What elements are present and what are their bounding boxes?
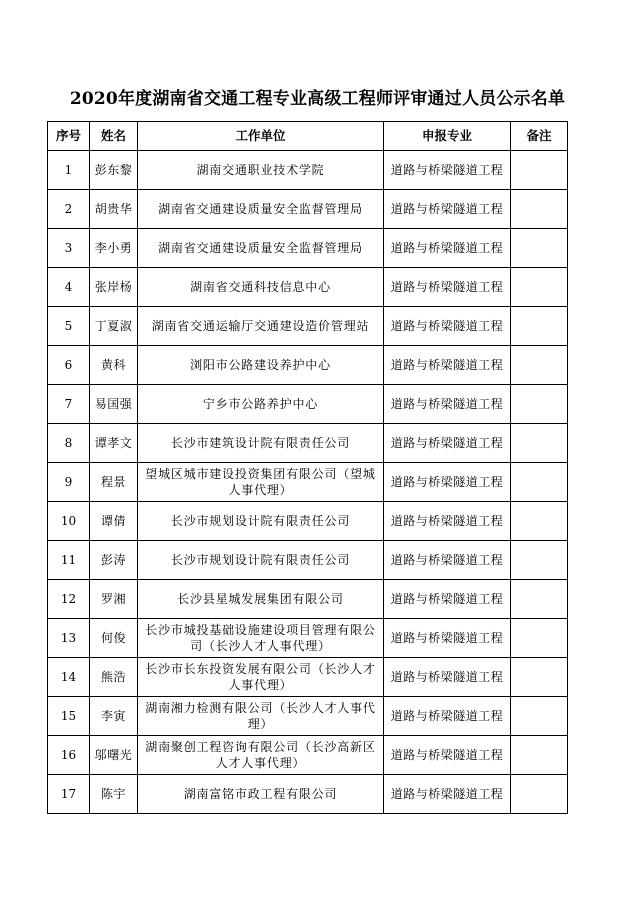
cell-name: 李小勇 (90, 229, 138, 268)
cell-name: 李寅 (90, 697, 138, 736)
cell-major: 道路与桥梁隧道工程 (384, 619, 511, 658)
cell-index: 4 (48, 268, 90, 307)
cell-remark (511, 502, 568, 541)
cell-major: 道路与桥梁隧道工程 (384, 268, 511, 307)
cell-name: 谭倩 (90, 502, 138, 541)
cell-index: 14 (48, 658, 90, 697)
cell-unit: 长沙市规划设计院有限责任公司 (138, 502, 384, 541)
cell-name: 何俊 (90, 619, 138, 658)
column-header-name: 姓名 (90, 122, 138, 151)
cell-remark (511, 424, 568, 463)
table-row (48, 502, 568, 541)
cell-index: 16 (48, 736, 90, 775)
cell-unit: 长沙县星城发展集团有限公司 (138, 580, 384, 619)
table-row (48, 541, 568, 580)
roster-table (47, 121, 568, 814)
cell-major: 道路与桥梁隧道工程 (384, 385, 511, 424)
cell-index: 6 (48, 346, 90, 385)
cell-unit: 湖南富铭市政工程有限公司 (138, 775, 384, 814)
cell-remark (511, 385, 568, 424)
cell-name: 张岸杨 (90, 268, 138, 307)
table-row (48, 775, 568, 814)
table-row (48, 229, 568, 268)
cell-major: 道路与桥梁隧道工程 (384, 502, 511, 541)
cell-major: 道路与桥梁隧道工程 (384, 346, 511, 385)
cell-remark (511, 229, 568, 268)
cell-name: 易国强 (90, 385, 138, 424)
cell-index: 5 (48, 307, 90, 346)
table-header-row (48, 122, 568, 151)
cell-unit: 湖南交通职业技术学院 (138, 151, 384, 190)
cell-index: 8 (48, 424, 90, 463)
cell-unit: 长沙市建筑设计院有限责任公司 (138, 424, 384, 463)
cell-major: 道路与桥梁隧道工程 (384, 307, 511, 346)
cell-name: 彭涛 (90, 541, 138, 580)
cell-remark (511, 736, 568, 775)
cell-index: 2 (48, 190, 90, 229)
cell-index: 15 (48, 697, 90, 736)
cell-major: 道路与桥梁隧道工程 (384, 775, 511, 814)
table-row (48, 697, 568, 736)
table-row (48, 580, 568, 619)
cell-major: 道路与桥梁隧道工程 (384, 229, 511, 268)
cell-unit: 长沙市规划设计院有限责任公司 (138, 541, 384, 580)
cell-index: 10 (48, 502, 90, 541)
cell-remark (511, 619, 568, 658)
table-row (48, 463, 568, 502)
cell-unit: 湖南省交通运输厅交通建设造价管理站 (138, 307, 384, 346)
cell-index: 12 (48, 580, 90, 619)
cell-name: 胡贵华 (90, 190, 138, 229)
cell-unit: 湖南省交通科技信息中心 (138, 268, 384, 307)
table-row (48, 268, 568, 307)
document-title: 2020年度湖南省交通工程专业高级工程师评审通过人员公示名单 (69, 89, 566, 109)
cell-remark (511, 580, 568, 619)
table-row (48, 151, 568, 190)
cell-index: 13 (48, 619, 90, 658)
table-row (48, 346, 568, 385)
cell-name: 彭东黎 (90, 151, 138, 190)
cell-remark (511, 541, 568, 580)
table-row (48, 307, 568, 346)
cell-unit: 浏阳市公路建设养护中心 (138, 346, 384, 385)
cell-remark (511, 151, 568, 190)
cell-index: 11 (48, 541, 90, 580)
cell-unit: 湖南湘力检测有限公司（长沙人才人事代理） (138, 697, 384, 736)
cell-unit: 长沙市城投基础设施建设项目管理有限公司（长沙人才人事代理） (138, 619, 384, 658)
cell-unit: 湖南省交通建设质量安全监督管理局 (138, 229, 384, 268)
cell-index: 17 (48, 775, 90, 814)
cell-remark (511, 307, 568, 346)
table-body (48, 151, 568, 814)
cell-remark (511, 463, 568, 502)
table-row (48, 736, 568, 775)
cell-name: 程景 (90, 463, 138, 502)
table-row (48, 658, 568, 697)
cell-name: 邬曙光 (90, 736, 138, 775)
cell-remark (511, 190, 568, 229)
column-header-remark: 备注 (511, 122, 568, 151)
table-row (48, 385, 568, 424)
cell-name: 黄科 (90, 346, 138, 385)
cell-major: 道路与桥梁隧道工程 (384, 190, 511, 229)
cell-major: 道路与桥梁隧道工程 (384, 151, 511, 190)
cell-index: 1 (48, 151, 90, 190)
cell-major: 道路与桥梁隧道工程 (384, 463, 511, 502)
cell-major: 道路与桥梁隧道工程 (384, 580, 511, 619)
cell-remark (511, 697, 568, 736)
cell-remark (511, 658, 568, 697)
cell-unit: 望城区城市建设投资集团有限公司（望城人事代理） (138, 463, 384, 502)
cell-name: 熊浩 (90, 658, 138, 697)
cell-major: 道路与桥梁隧道工程 (384, 736, 511, 775)
column-header-index: 序号 (48, 122, 90, 151)
cell-major: 道路与桥梁隧道工程 (384, 424, 511, 463)
table-row (48, 190, 568, 229)
cell-unit: 湖南省交通建设质量安全监督管理局 (138, 190, 384, 229)
cell-remark (511, 346, 568, 385)
column-header-major: 申报专业 (384, 122, 511, 151)
cell-name: 陈宇 (90, 775, 138, 814)
cell-major: 道路与桥梁隧道工程 (384, 697, 511, 736)
cell-major: 道路与桥梁隧道工程 (384, 541, 511, 580)
cell-remark (511, 268, 568, 307)
cell-unit: 长沙市长东投资发展有限公司（长沙人才人事代理） (138, 658, 384, 697)
table-row (48, 619, 568, 658)
table-row (48, 424, 568, 463)
cell-unit: 宁乡市公路养护中心 (138, 385, 384, 424)
cell-major: 道路与桥梁隧道工程 (384, 658, 511, 697)
cell-name: 罗湘 (90, 580, 138, 619)
cell-index: 9 (48, 463, 90, 502)
cell-name: 谭孝文 (90, 424, 138, 463)
cell-remark (511, 775, 568, 814)
column-header-unit: 工作单位 (138, 122, 384, 151)
cell-index: 3 (48, 229, 90, 268)
cell-name: 丁夏淑 (90, 307, 138, 346)
cell-unit: 湖南聚创工程咨询有限公司（长沙高新区人才人事代理） (138, 736, 384, 775)
cell-index: 7 (48, 385, 90, 424)
